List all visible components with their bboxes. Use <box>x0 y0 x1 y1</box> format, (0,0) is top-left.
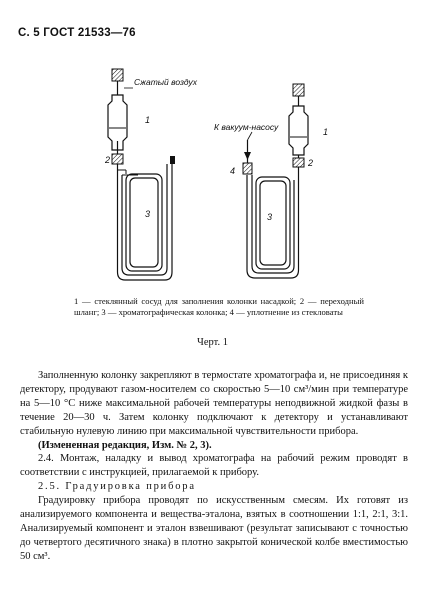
body-text <box>20 369 408 564</box>
section-heading-2-5: 2.5. Градуировка прибора <box>38 481 196 493</box>
figure-title: Черт. 1 <box>197 337 228 348</box>
right-apparatus <box>214 84 328 278</box>
paragraph-calibration: Градуировку прибора проводят по искусственным смесям. Их готовят из анализируемого компонента и вещества-эталона, взятых в соотношении 1:1, 2:1, 3:1. Анализируемый компонент и эталон взвешивают (результат записывают с точностью до четвертого десятичного знака) в плотно закрытой конической колбе вместимостью 50 см³. <box>20 495 408 562</box>
paragraph-section-2-4: 2.4. Монтаж, наладку и вывод хроматографа на рабочий режим проводят в соответствии с инструкцией, прилагаемой к прибору. <box>20 453 408 479</box>
label-num-3-left: 3 <box>145 209 151 219</box>
label-num-3-right: 3 <box>267 212 273 222</box>
figure-caption: 1 — стеклянный сосуд для заполнения колонки насадкой; 2 — переходный шланг; 3 — хроматографическая колонка; 4 — уплотнение из стекловаты <box>74 296 364 317</box>
paragraph-amendment-note: (Измененная редакция, Изм. № 2, 3). <box>38 439 212 451</box>
label-compressed-air: Сжатый воздух <box>134 77 197 87</box>
paragraph-column-conditioning: Заполненную колонку закрепляют в термостате хроматографа и, не присоединяя к детектору, продувают газом-носителем со скоростью 5—10 см³/мин при температуре на 5—10 °С ниже максимальной рабочей температуры неподвижной жидкой фазы в течение 20—30 ч. Затем колонку подключают к детектору и устанавливают стабильную нулевую линию при максимальной чувствительности прибора. <box>20 370 408 437</box>
label-vacuum-pump: К вакуум-насосу <box>214 122 279 132</box>
label-num-4: 4 <box>230 166 236 176</box>
label-num-1-right: 1 <box>323 127 329 137</box>
label-num-1-left: 1 <box>145 115 151 125</box>
page-header: С. 5 ГОСТ 21533—76 <box>18 27 136 39</box>
label-num-2-right: 2 <box>308 158 314 168</box>
label-num-2-left: 2 <box>105 155 111 165</box>
left-apparatus <box>104 69 198 280</box>
